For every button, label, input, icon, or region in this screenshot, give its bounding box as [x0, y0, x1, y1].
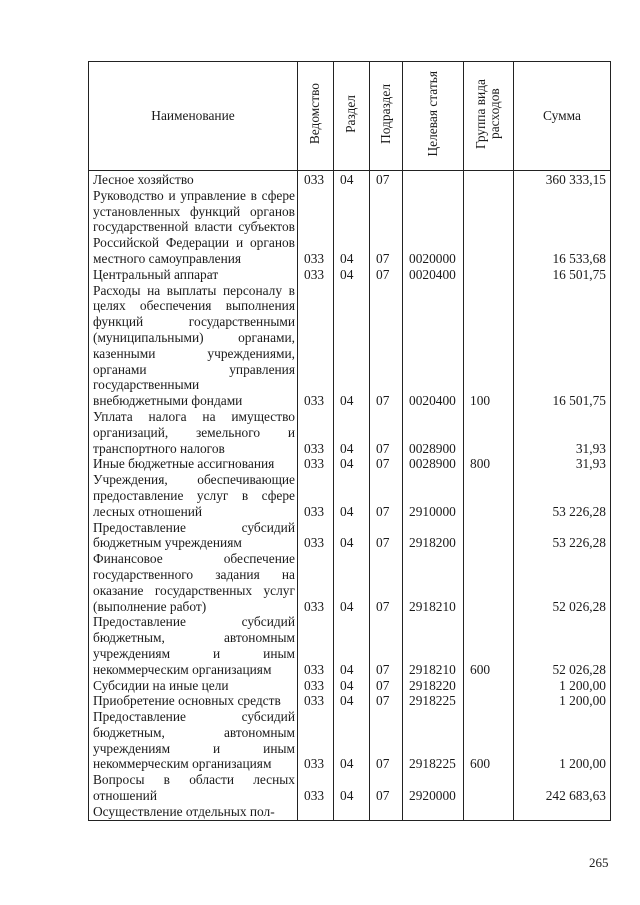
cell-section: 04	[334, 772, 370, 804]
cell-target-article: 0020000	[403, 188, 464, 267]
cell-subsection: 07	[370, 171, 403, 188]
cell-expense-group	[464, 804, 514, 820]
table-row	[89, 472, 611, 519]
cell-expense-group	[464, 171, 514, 188]
cell-name: Центральный аппарат	[89, 267, 298, 283]
cell-department: 033	[298, 678, 334, 694]
cell-target-article: 2910000	[403, 472, 464, 519]
table-header	[89, 62, 611, 171]
cell-department: 033	[298, 472, 334, 519]
cell-section	[334, 804, 370, 820]
cell-department: 033	[298, 551, 334, 614]
cell-section: 04	[334, 456, 370, 472]
cell-amount: 360 333,15	[514, 171, 611, 188]
table-row	[89, 804, 611, 820]
header-expense-group: Группа вида расходов	[464, 62, 514, 171]
table-row	[89, 456, 611, 472]
table-row	[89, 709, 611, 772]
cell-subsection: 07	[370, 772, 403, 804]
cell-expense-group	[464, 267, 514, 283]
cell-expense-group	[464, 551, 514, 614]
cell-subsection: 07	[370, 188, 403, 267]
cell-name: Учреждения, обеспечивающие предоставление услуг в сфере лесных отношений	[89, 472, 298, 519]
table-row	[89, 520, 611, 552]
cell-section: 04	[334, 188, 370, 267]
cell-section: 04	[334, 614, 370, 677]
cell-subsection: 07	[370, 409, 403, 456]
header-amount: Сумма	[514, 62, 611, 171]
cell-subsection: 07	[370, 614, 403, 677]
cell-subsection: 07	[370, 283, 403, 409]
cell-subsection: 07	[370, 472, 403, 519]
cell-name: Уплата налога на имущество организаций, земельного и транспортного налогов	[89, 409, 298, 456]
cell-amount: 31,93	[514, 409, 611, 456]
table-row	[89, 693, 611, 709]
table-row	[89, 551, 611, 614]
cell-amount: 53 226,28	[514, 472, 611, 519]
cell-amount: 16 533,68	[514, 188, 611, 267]
cell-amount: 53 226,28	[514, 520, 611, 552]
cell-section: 04	[334, 283, 370, 409]
cell-name: Руководство и управление в сфере установленных функций органов государственной власти субъектов Российской Федерации и органов местного самоуправления	[89, 188, 298, 267]
cell-subsection: 07	[370, 520, 403, 552]
header-section: Раздел	[334, 62, 370, 171]
cell-target-article: 0028900	[403, 409, 464, 456]
table-row	[89, 171, 611, 188]
table-row	[89, 188, 611, 267]
cell-expense-group: 100	[464, 283, 514, 409]
cell-name: Лесное хозяйство	[89, 171, 298, 188]
header-department: Ведомство	[298, 62, 334, 171]
header-name: Наименование	[89, 62, 298, 171]
cell-name: Приобретение основных средств	[89, 693, 298, 709]
cell-subsection	[370, 804, 403, 820]
cell-expense-group	[464, 693, 514, 709]
cell-expense-group: 800	[464, 456, 514, 472]
table-row	[89, 409, 611, 456]
cell-subsection: 07	[370, 709, 403, 772]
cell-department: 033	[298, 520, 334, 552]
cell-amount: 1 200,00	[514, 678, 611, 694]
cell-amount: 52 026,28	[514, 614, 611, 677]
cell-expense-group	[464, 520, 514, 552]
table-body	[89, 171, 611, 821]
table-row	[89, 614, 611, 677]
header-subsection: Подраздел	[370, 62, 403, 171]
cell-subsection: 07	[370, 551, 403, 614]
cell-target-article: 2918225	[403, 709, 464, 772]
cell-department: 033	[298, 709, 334, 772]
cell-department: 033	[298, 188, 334, 267]
cell-target-article: 2918220	[403, 678, 464, 694]
cell-target-article: 0020400	[403, 283, 464, 409]
cell-target-article: 2918210	[403, 614, 464, 677]
cell-department: 033	[298, 693, 334, 709]
cell-subsection: 07	[370, 456, 403, 472]
cell-department	[298, 804, 334, 820]
cell-department: 033	[298, 267, 334, 283]
table-row	[89, 772, 611, 804]
cell-name: Вопросы в области лесных отношений	[89, 772, 298, 804]
cell-name: Субсидии на иные цели	[89, 678, 298, 694]
cell-subsection: 07	[370, 267, 403, 283]
cell-subsection: 07	[370, 678, 403, 694]
cell-section: 04	[334, 520, 370, 552]
cell-amount: 52 026,28	[514, 551, 611, 614]
cell-amount	[514, 804, 611, 820]
cell-target-article	[403, 804, 464, 820]
table-row	[89, 283, 611, 409]
cell-expense-group: 600	[464, 709, 514, 772]
cell-expense-group	[464, 472, 514, 519]
cell-target-article: 2920000	[403, 772, 464, 804]
cell-target-article: 2918225	[403, 693, 464, 709]
header-target-article: Целевая статья	[403, 62, 464, 171]
cell-name: Расходы на выплаты персоналу в целях обеспечения выполнения функций государственными (муниципальными) органами, казенными учреждениями, органами управления государственными внебюджетными фондами	[89, 283, 298, 409]
cell-amount: 16 501,75	[514, 267, 611, 283]
cell-expense-group	[464, 678, 514, 694]
cell-expense-group	[464, 188, 514, 267]
cell-amount: 1 200,00	[514, 693, 611, 709]
cell-section: 04	[334, 267, 370, 283]
table-row	[89, 678, 611, 694]
cell-name: Финансовое обеспечение государственного задания на оказание государственных услуг (выполнение работ)	[89, 551, 298, 614]
cell-department: 033	[298, 283, 334, 409]
cell-target-article	[403, 171, 464, 188]
cell-target-article: 0020400	[403, 267, 464, 283]
page-number: 265	[589, 855, 609, 870]
cell-name: Предоставление субсидий бюджетным, автономным учреждениям и иным некоммерческим организациям	[89, 614, 298, 677]
cell-section: 04	[334, 409, 370, 456]
cell-name: Предоставление субсидий бюджетным, автономным учреждениям и иным некоммерческим организациям	[89, 709, 298, 772]
cell-subsection: 07	[370, 693, 403, 709]
cell-department: 033	[298, 171, 334, 188]
cell-department: 033	[298, 409, 334, 456]
cell-expense-group	[464, 772, 514, 804]
cell-section: 04	[334, 171, 370, 188]
cell-amount: 16 501,75	[514, 283, 611, 409]
cell-name: Предоставление субсидий бюджетным учреждениям	[89, 520, 298, 552]
cell-amount: 242 683,63	[514, 772, 611, 804]
cell-section: 04	[334, 709, 370, 772]
cell-expense-group: 600	[464, 614, 514, 677]
cell-expense-group	[464, 409, 514, 456]
cell-target-article: 0028900	[403, 456, 464, 472]
cell-target-article: 2918210	[403, 551, 464, 614]
cell-department: 033	[298, 772, 334, 804]
budget-table	[88, 61, 611, 821]
cell-section: 04	[334, 693, 370, 709]
cell-section: 04	[334, 551, 370, 614]
cell-name: Осуществление отдельных пол-	[89, 804, 298, 820]
cell-target-article: 2918200	[403, 520, 464, 552]
cell-department: 033	[298, 456, 334, 472]
cell-amount: 1 200,00	[514, 709, 611, 772]
cell-name: Иные бюджетные ассигнования	[89, 456, 298, 472]
cell-section: 04	[334, 678, 370, 694]
cell-amount: 31,93	[514, 456, 611, 472]
cell-section: 04	[334, 472, 370, 519]
table-row	[89, 267, 611, 283]
cell-department: 033	[298, 614, 334, 677]
